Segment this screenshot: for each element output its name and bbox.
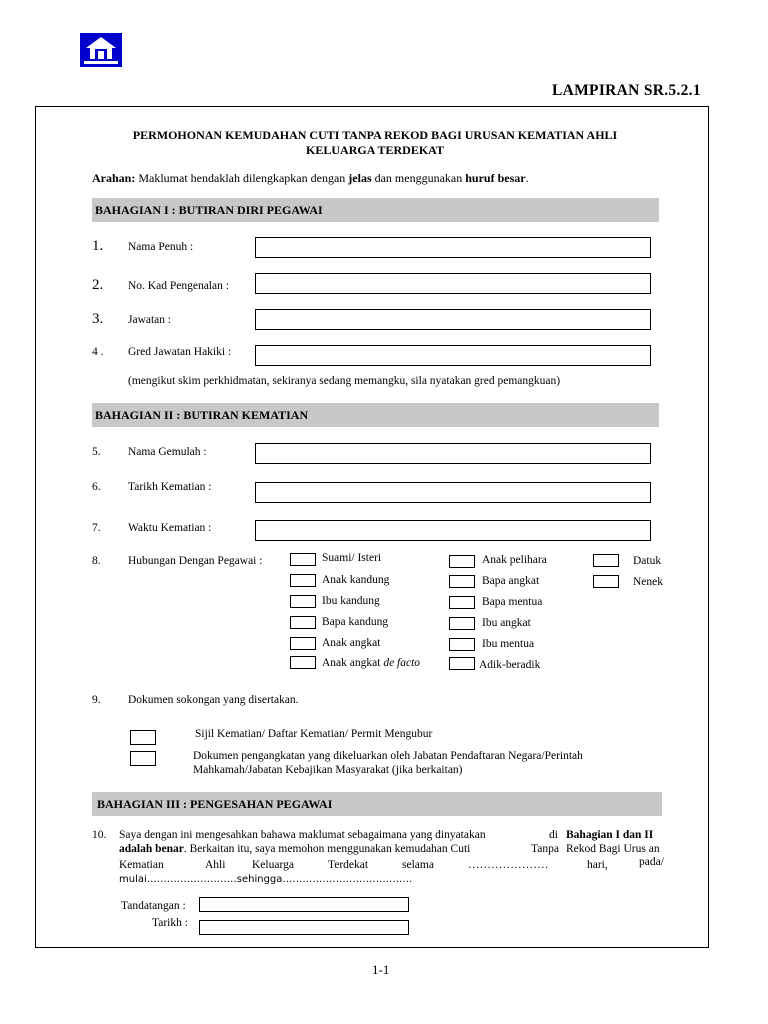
arahan-text: Maklumat hendaklah dilengkapkan dengan <box>135 171 349 185</box>
declaration-mulai-sehingga[interactable]: mulai………………………sehingga………………………………… <box>119 874 413 885</box>
declaration-tanpa: Tanpa <box>531 843 559 855</box>
checkbox-bapa-kandung[interactable] <box>290 616 316 629</box>
waktu-kematian-input[interactable] <box>255 520 651 541</box>
declaration-line1: Saya dengan ini mengesahkan bahawa maklumat sebagaimana yang dinyatakan <box>119 829 486 841</box>
checkbox-suami-isteri[interactable] <box>290 553 316 566</box>
option-anak-pelihara: Anak pelihara <box>482 554 547 566</box>
option-nenek: Nenek <box>633 576 664 588</box>
option-adik-beradik: Adik-beradik <box>479 659 541 671</box>
jawatan-input[interactable] <box>255 309 651 330</box>
checkbox-ibu-kandung[interactable] <box>290 595 316 608</box>
form-title-line1: PERMOHONAN KEMUDAHAN CUTI TANPA REKOD BAGI URUSAN KEMATIAN AHLI <box>132 128 618 142</box>
item3-number: 3. <box>92 311 104 327</box>
option-datuk: Datuk <box>633 555 662 567</box>
waktu-kematian-label: Waktu Kematian : <box>128 522 212 534</box>
option-ibu-kandung: Ibu kandung <box>322 595 380 607</box>
tarikh-kematian-input[interactable] <box>255 482 651 503</box>
section3-heading: BAHAGIAN III : PENGESAHAN PEGAWAI <box>92 792 662 816</box>
kad-pengenalan-input[interactable] <box>255 273 651 294</box>
declaration-rekod: Rekod Bagi Urus an <box>566 843 660 855</box>
checkbox-anak-pelihara[interactable] <box>449 555 475 568</box>
form-title-line2: KELUARGA TERDEKAT <box>306 143 444 157</box>
item6-number: 6. <box>92 481 101 493</box>
declaration-hari-blank[interactable]: ………………… <box>468 859 549 871</box>
tandatangan-label: Tandatangan : <box>121 900 186 912</box>
declaration-adalah-benar: adalah benar <box>119 843 184 855</box>
nama-gemulah-label: Nama Gemulah : <box>128 446 207 458</box>
option-ibu-mentua: Ibu mentua <box>482 638 535 650</box>
tarikh-input[interactable] <box>199 920 409 935</box>
option-dokumen-pengangkatan-line1: Dokumen pengangkatan yang dikeluarkan oleh Jabatan Pendaftaran Negara/Perintah <box>193 750 583 762</box>
checkbox-nenek[interactable] <box>593 575 619 588</box>
option-anak-angkat-de-facto-prefix: Anak angkat <box>322 657 384 669</box>
item10-number: 10. <box>92 829 107 841</box>
nama-gemulah-input[interactable] <box>255 443 651 464</box>
option-suami-isteri: Suami/ Isteri <box>322 552 382 564</box>
checkbox-anak-angkat[interactable] <box>290 637 316 650</box>
nama-penuh-input[interactable] <box>255 237 651 258</box>
section2-heading: BAHAGIAN II : BUTIRAN KEMATIAN <box>92 403 659 427</box>
section1-heading: BAHAGIAN I : BUTIRAN DIRI PEGAWAI <box>92 198 659 222</box>
gred-note: (mengikut skim perkhidmatan, sekiranya sedang memangku, sila nyatakan gred pemangkuan) <box>128 375 561 387</box>
option-bapa-angkat: Bapa angkat <box>482 575 540 587</box>
option-bapa-kandung: Bapa kandung <box>322 616 389 628</box>
checkbox-sijil-kematian[interactable] <box>130 730 156 745</box>
option-bapa-mentua: Bapa mentua <box>482 596 543 608</box>
arahan-instruction <box>92 171 529 186</box>
checkbox-dokumen-pengangkatan[interactable] <box>130 751 156 766</box>
tandatangan-input[interactable] <box>199 897 409 912</box>
item8-number: 8. <box>92 555 101 567</box>
checkbox-datuk[interactable] <box>593 554 619 567</box>
option-de-facto-italic: de facto <box>383 657 421 669</box>
nama-penuh-label: Nama Penuh : <box>128 241 194 253</box>
item4-number: 4 . <box>92 346 104 358</box>
gred-jawatan-label: Gred Jawatan Hakiki : <box>128 346 232 358</box>
declaration-di: di <box>549 829 558 841</box>
page-number: 1-1 <box>372 962 390 977</box>
declaration-pada: pada/ <box>639 856 664 868</box>
checkbox-bapa-angkat[interactable] <box>449 575 475 588</box>
declaration-hari: hari, <box>587 859 608 871</box>
declaration-line2 <box>119 843 470 855</box>
option-dokumen-pengangkatan-line2: Mahkamah/Jabatan Kebajikan Masyarakat (jika berkaitan) <box>193 764 463 776</box>
declaration-word-kematian: Kematian <box>119 859 164 871</box>
arahan-text-2: dan menggunakan <box>371 171 466 185</box>
house-logo-icon <box>80 33 122 67</box>
tarikh-label: Tarikh : <box>152 917 188 929</box>
declaration-bahagian: Bahagian I dan II <box>566 829 654 841</box>
option-sijil-kematian: Sijil Kematian/ Daftar Kematian/ Permit Mengubur <box>195 728 433 740</box>
jawatan-label: Jawatan : <box>128 314 172 326</box>
option-anak-angkat: Anak angkat <box>322 637 381 649</box>
arahan-end: . <box>525 171 529 185</box>
checkbox-anak-kandung[interactable] <box>290 574 316 587</box>
option-anak-kandung: Anak kandung <box>322 574 390 586</box>
hubungan-label: Hubungan Dengan Pegawai : <box>128 555 263 567</box>
checkbox-ibu-angkat[interactable] <box>449 617 475 630</box>
option-anak-angkat-de-facto <box>322 657 420 669</box>
arahan-bold-jelas: jelas <box>348 171 372 185</box>
kad-pengenalan-label: No. Kad Pengenalan : <box>128 280 229 292</box>
declaration-word-selama: selama <box>402 859 434 871</box>
tarikh-kematian-label: Tarikh Kematian : <box>128 481 212 493</box>
arahan-label: Arahan: <box>92 171 136 185</box>
checkbox-anak-angkat-de-facto[interactable] <box>290 656 316 669</box>
option-ibu-angkat: Ibu angkat <box>482 617 531 629</box>
declaration-word-keluarga: Keluarga <box>252 859 294 871</box>
dokumen-label: Dokumen sokongan yang disertakan. <box>128 694 299 706</box>
declaration-word-terdekat: Terdekat <box>328 859 369 871</box>
item5-number: 5. <box>92 446 101 458</box>
item9-number: 9. <box>92 694 101 706</box>
gred-jawatan-input[interactable] <box>255 345 651 366</box>
checkbox-ibu-mentua[interactable] <box>449 638 475 651</box>
declaration-line2-text: . Berkaitan itu, saya memohon menggunakan kemudahan Cuti <box>183 843 471 855</box>
checkbox-bapa-mentua[interactable] <box>449 596 475 609</box>
arahan-bold-huruf: huruf besar <box>465 171 526 185</box>
lampiran-code: LAMPIRAN SR.5.2.1 <box>552 82 701 99</box>
item7-number: 7. <box>92 522 101 534</box>
checkbox-adik-beradik[interactable] <box>449 657 475 670</box>
item1-number: 1. <box>92 238 104 254</box>
item2-number: 2. <box>92 277 104 293</box>
declaration-word-ahli: Ahli <box>205 859 226 871</box>
